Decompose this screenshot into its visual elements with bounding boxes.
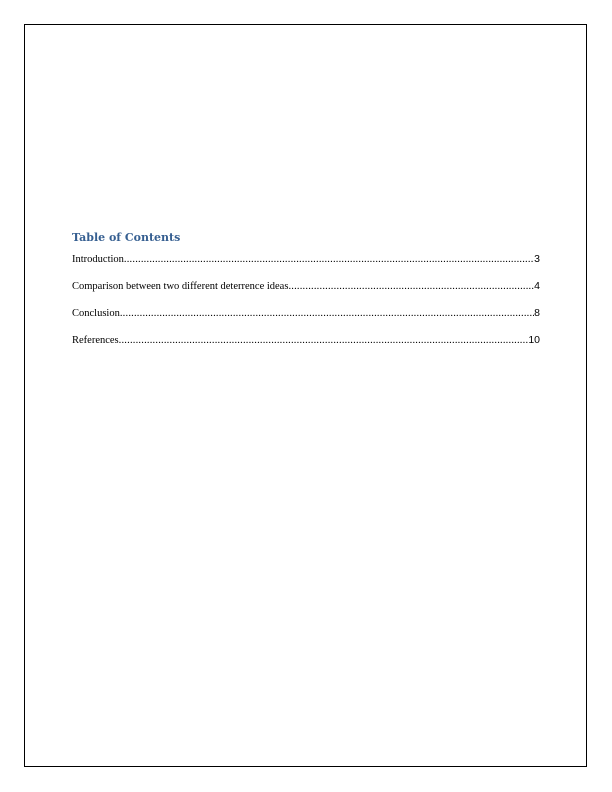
toc-entry-conclusion[interactable] bbox=[72, 307, 540, 319]
toc-dot-leader bbox=[124, 254, 534, 265]
toc-entry-label: References bbox=[72, 335, 119, 346]
page-border bbox=[24, 24, 587, 767]
toc-entry-label: Conclusion bbox=[72, 308, 120, 319]
toc-entry-label: Introduction bbox=[72, 254, 124, 265]
toc-entry-page: 8 bbox=[534, 307, 540, 319]
toc-title: Table of Contents bbox=[72, 231, 181, 244]
toc-entry-page: 4 bbox=[534, 280, 540, 292]
toc-entry-references[interactable] bbox=[72, 334, 540, 346]
toc-dot-leader bbox=[120, 308, 534, 319]
toc-entry-comparison[interactable] bbox=[72, 280, 540, 292]
toc-entry-page: 3 bbox=[534, 253, 540, 265]
toc-dot-leader bbox=[119, 335, 529, 346]
toc-entry-label: Comparison between two different deterrence ideas bbox=[72, 281, 289, 292]
toc-entry-introduction[interactable] bbox=[72, 253, 540, 265]
toc-dot-leader bbox=[288, 281, 534, 292]
toc-entry-page: 10 bbox=[528, 334, 540, 346]
